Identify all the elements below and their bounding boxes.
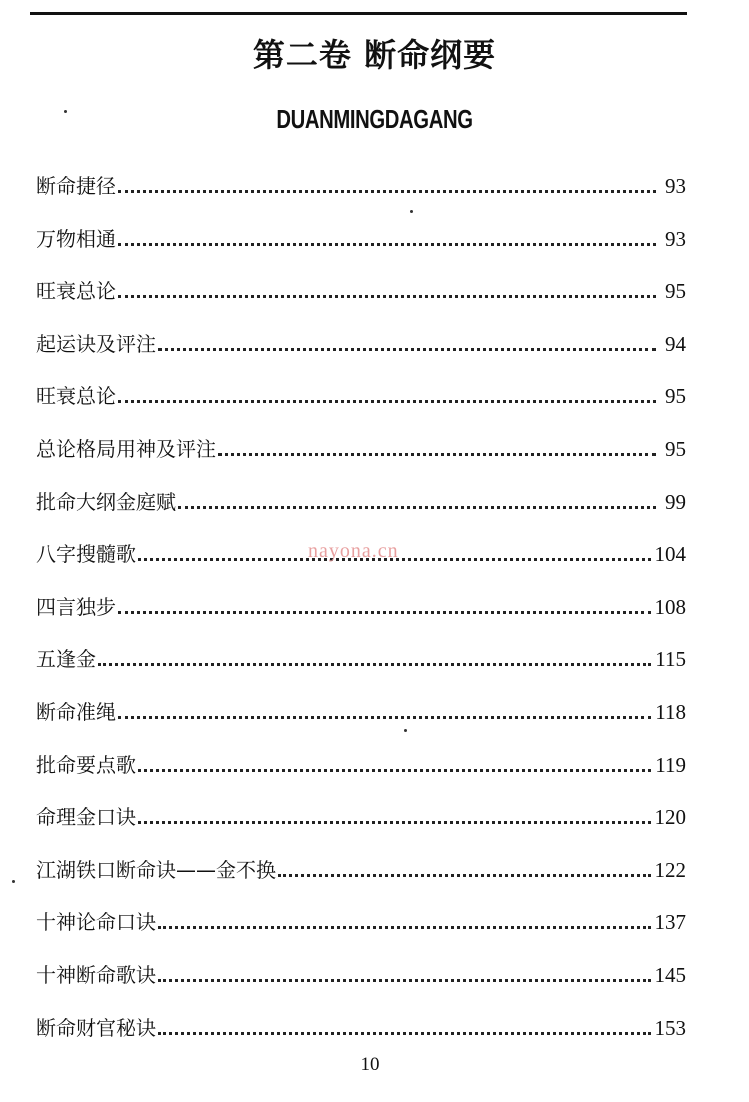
toc-leader-dots [158, 348, 656, 351]
toc-entry-title: 批命要点歌 [36, 752, 136, 777]
top-rule [30, 12, 687, 15]
chapter-subtitle: DUANMINGDAGANG [276, 104, 473, 134]
scan-speck [64, 110, 67, 113]
toc-entry-title: 万物相通 [36, 226, 116, 251]
toc-entry[interactable] [36, 581, 686, 634]
toc-entry[interactable] [36, 896, 686, 949]
toc-entry-page: 93 [665, 226, 686, 251]
toc-leader-dots [118, 400, 656, 403]
toc-entry-page: 104 [654, 542, 686, 567]
toc-entry-title: 断命准绳 [36, 699, 116, 724]
toc-entry-title: 旺衰总论 [36, 384, 116, 409]
toc-entry-title: 起运诀及评注 [36, 331, 156, 356]
toc-entry-title: 断命财官秘诀 [36, 1015, 156, 1040]
toc-entry-page: 122 [654, 857, 686, 882]
toc-entry-page: 118 [655, 699, 686, 724]
toc-entry-page: 137 [654, 910, 686, 935]
toc-entry-page: 95 [665, 384, 686, 409]
toc-leader-dots [178, 506, 656, 509]
toc-entry[interactable] [36, 476, 686, 529]
toc-leader-dots [218, 453, 656, 456]
toc-leader-dots [118, 716, 651, 719]
toc-leader-dots [158, 926, 651, 929]
toc-entry[interactable] [36, 1002, 686, 1055]
toc-leader-dots [118, 295, 656, 298]
toc-entry-page: 153 [654, 1015, 686, 1040]
scan-speck [410, 210, 413, 213]
toc-entry-title: 四言独步 [36, 594, 116, 619]
toc-leader-dots [158, 1032, 651, 1035]
toc-entry[interactable] [36, 633, 686, 686]
page-number: 10 [360, 1054, 380, 1075]
watermark: nayona.cn [308, 540, 399, 562]
scan-speck [404, 729, 407, 732]
toc-leader-dots [118, 190, 656, 193]
toc-entry[interactable] [36, 739, 686, 792]
toc-entry-page: 95 [665, 279, 686, 304]
toc-entry-title: 五逢金 [36, 647, 96, 672]
toc-leader-dots [118, 243, 656, 246]
toc-leader-dots [278, 874, 651, 877]
chapter-title: 第二卷 断命纲要 [252, 36, 497, 74]
toc-entry[interactable] [36, 160, 686, 213]
toc-entry-page: 120 [654, 805, 686, 830]
toc-entry[interactable] [36, 318, 686, 371]
toc-entry-page: 119 [655, 752, 686, 777]
toc-leader-dots [158, 979, 651, 982]
toc-entry-title: 十神断命歌诀 [36, 962, 156, 987]
toc-entry-page: 145 [654, 962, 686, 987]
toc-entry[interactable] [36, 213, 686, 266]
toc-leader-dots [118, 611, 651, 614]
toc-entry-title: 总论格局用神及评注 [36, 436, 216, 461]
toc-entry-title: 断命捷径 [36, 174, 116, 198]
scan-speck [12, 880, 15, 883]
toc-entry-page: 95 [665, 436, 686, 461]
toc-entry[interactable] [36, 265, 686, 318]
toc-leader-dots [98, 663, 651, 666]
toc-entry-page: 93 [665, 174, 686, 198]
toc-entry[interactable] [36, 949, 686, 1002]
toc-entry-title: 十神论命口诀 [36, 910, 156, 935]
toc-entry-title: 八字搜髓歌 [36, 542, 136, 567]
toc-entry[interactable] [36, 791, 686, 844]
toc-entry-page: 115 [655, 647, 686, 672]
toc-leader-dots [138, 821, 651, 824]
toc-entry-title: 旺衰总论 [36, 279, 116, 304]
toc-entry-title: 批命大纲金庭赋 [36, 489, 176, 514]
toc-entry-page: 99 [665, 489, 686, 514]
toc-entry[interactable] [36, 844, 686, 897]
toc-entry[interactable] [36, 423, 686, 476]
toc-leader-dots [138, 769, 651, 772]
toc-entry[interactable] [36, 370, 686, 423]
toc-entry-page: 94 [665, 331, 686, 356]
toc-entry-title: 命理金口诀 [36, 805, 136, 830]
toc-entry-title: 江湖铁口断命诀——金不换 [36, 857, 276, 882]
table-of-contents [36, 160, 686, 1054]
toc-entry[interactable] [36, 686, 686, 739]
toc-entry-page: 108 [654, 594, 686, 619]
